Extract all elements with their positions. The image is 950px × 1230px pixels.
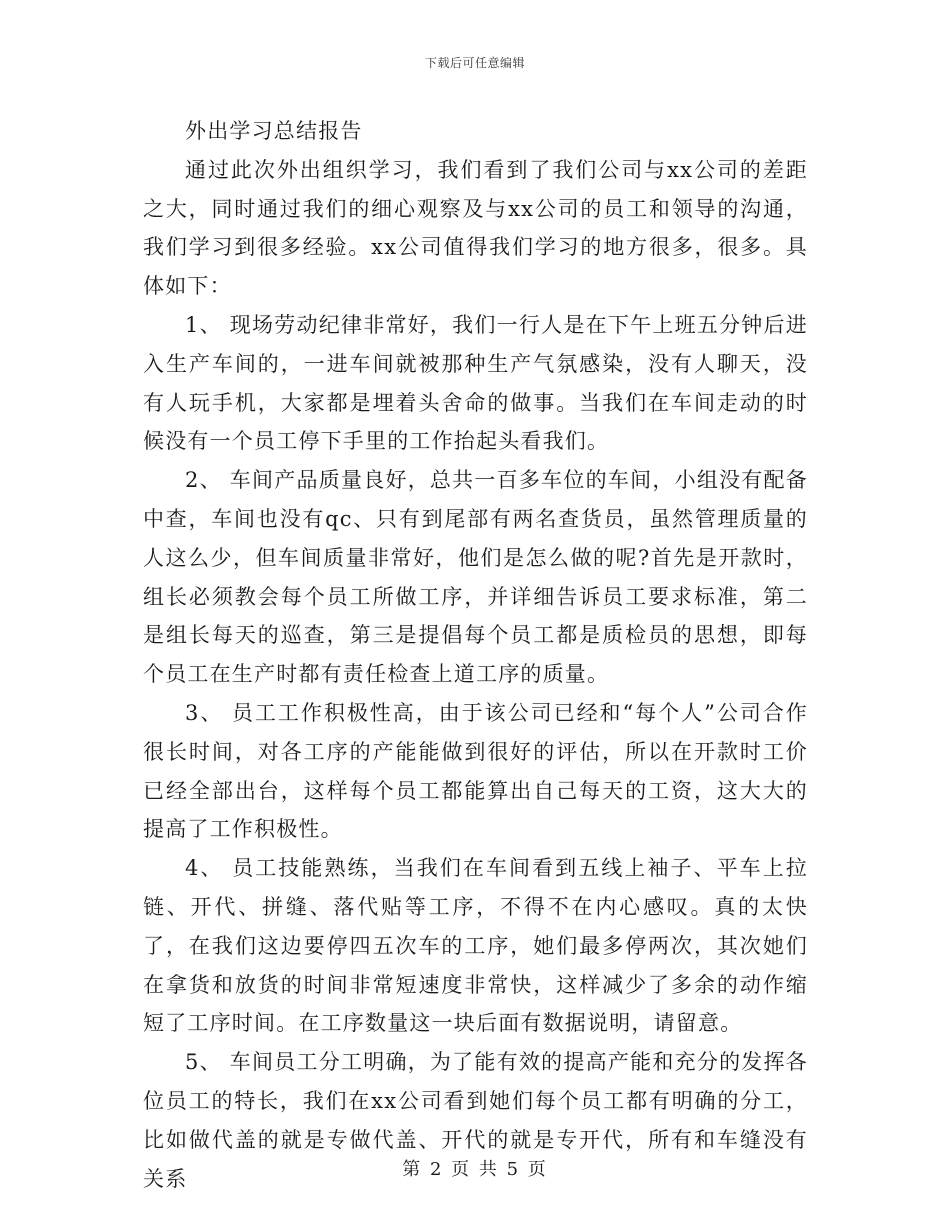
paragraph-item-5: 5、 车间员工分工明确，为了能有效的提高产能和充分的发挥各位员工的特长，我们在xx公司看到她们每个员工都有明确的分工，比如做代盖的就是专做代盖、开代的就是专开代，所有和车缝没有关系	[143, 1050, 808, 1191]
header-note: 下载后可任意编辑	[424, 56, 525, 70]
paragraph-item-2: 2、 车间产品质量良好，总共一百多车位的车间，小组没有配备中查，车间也没有qc、只有到尾部有两名查货员，虽然管理质量的人这么少，但车间质量非常好，他们是怎么做的呢?首先是开款时，组长必须教会每个员工所做工序，并详细告诉员工要求标准，第二是组长每天的巡查，第三是提倡每个员工都是质检员的思想，即每个员工在生产时都有责任检查上道工序的质量。	[143, 468, 808, 687]
paragraph-item-3: 3、 员工工作积极性高，由于该公司已经和“每个人”公司合作很长时间，对各工序的产能能做到很好的评估，所以在开款时工价已经全部出台，这样每个员工都能算出自己每天的工资，这大大的提高了工作积极性。	[143, 700, 808, 842]
document-body	[143, 112, 808, 1198]
paragraph-intro: 通过此次外出组织学习，我们看到了我们公司与xx公司的差距之大，同时通过我们的细心观察及与xx公司的员工和领导的沟通，我们学习到很多经验。xx公司值得我们学习的地方很多，很多。具体如下：	[143, 157, 808, 299]
paragraph-item-1: 1、 现场劳动纪律非常好，我们一行人是在下午上班五分钟后进入生产车间的，一进车间就被那种生产气氛感染，没有人聊天，没有人玩手机，大家都是埋着头舍命的做事。当我们在车间走动的时候没有一个员工停下手里的工作抬起头看我们。	[143, 312, 808, 454]
page-number: 第 2 页 共 5 页	[402, 1159, 548, 1180]
paragraph-item-4: 4、 员工技能熟练，当我们在车间看到五线上袖子、平车上拉链、开代、拼缝、落代贴等工序，不得不在内心感叹。真的太快了，在我们这边要停四五次车的工序，她们最多停两次，其次她们在拿货和放货的时间非常短速度非常快，这样减少了多余的动作缩短了工序时间。在工序数量这一块后面有数据说明，请留意。	[143, 856, 808, 1036]
document-title: 外出学习总结报告	[185, 119, 363, 143]
